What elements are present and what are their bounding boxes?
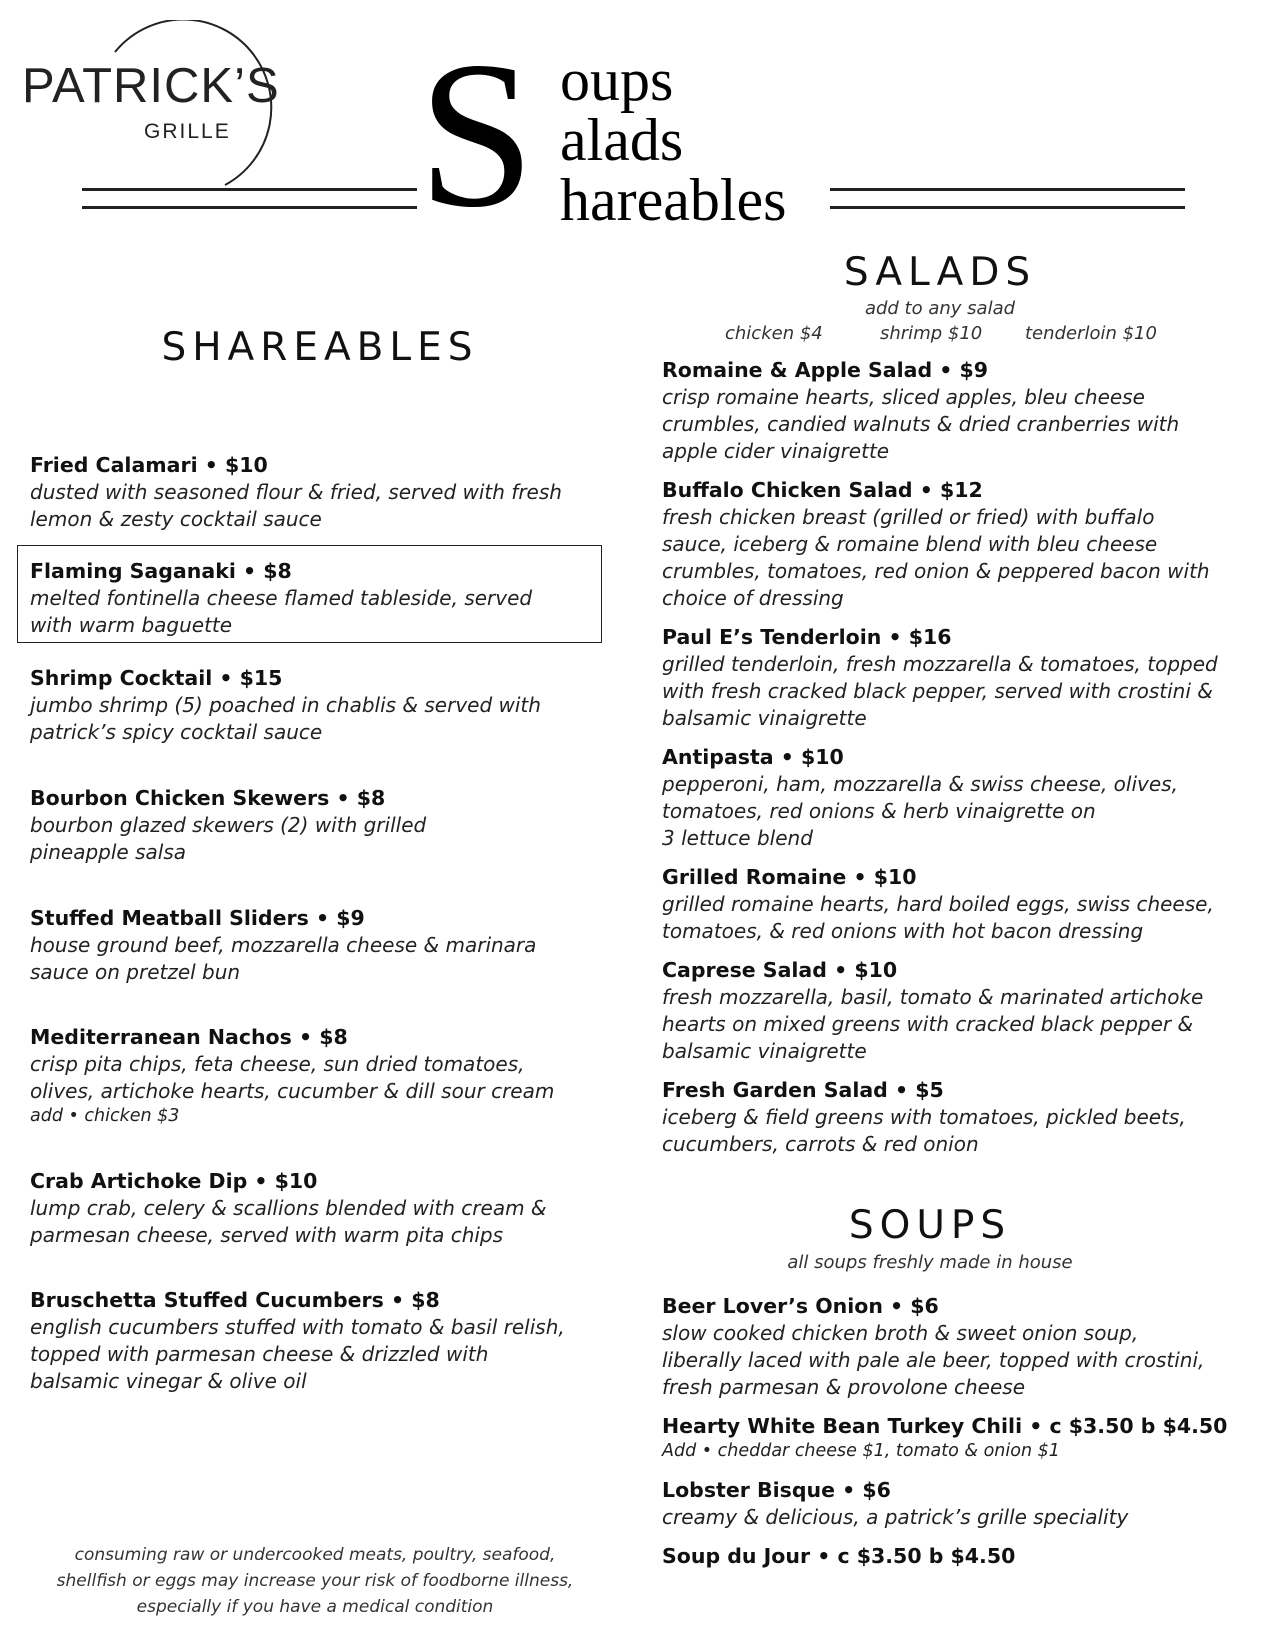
salads-addon-note: add to any salad xyxy=(864,298,1016,319)
shareables-heading: SHAREABLES xyxy=(161,325,479,370)
menu-item xyxy=(662,957,1247,1065)
item-description: grilled romaine hearts, hard boiled eggs, swiss cheese, tomatoes, & red onions with hot bacon dressing xyxy=(662,892,1214,943)
item-description: melted fontinella cheese flamed tableside, served with warm baguette xyxy=(30,586,533,637)
item-name: Flaming Saganaki • $8 xyxy=(30,559,292,583)
item-description: bourbon glazed skewers (2) with grilled pineapple salsa xyxy=(30,813,427,864)
item-name: Stuffed Meatball Sliders • $9 xyxy=(30,906,365,930)
menu-item xyxy=(662,1477,1247,1531)
logo-subtitle: GRILLE xyxy=(144,120,231,143)
menu-item xyxy=(30,665,590,746)
menu-item xyxy=(30,905,590,986)
item-name: Soup du Jour • c $3.50 b $4.50 xyxy=(662,1544,1016,1568)
soups-note: all soups freshly made in house xyxy=(787,1252,1073,1273)
menu-item xyxy=(662,744,1247,852)
menu-item xyxy=(30,785,590,866)
item-name: Lobster Bisque • $6 xyxy=(662,1478,891,1502)
item-name: Romaine & Apple Salad • $9 xyxy=(662,358,989,382)
salads-heading: SALADS xyxy=(843,250,1037,295)
title-rule-right-top xyxy=(830,188,1185,191)
item-name: Crab Artichoke Dip • $10 xyxy=(30,1169,318,1193)
salad-addon: tenderloin $10 xyxy=(1025,323,1157,344)
item-name: Fried Calamari • $10 xyxy=(30,453,268,477)
item-name: Hearty White Bean Turkey Chili • c $3.50 b $4.50 xyxy=(662,1414,1228,1438)
logo xyxy=(20,20,280,170)
menu-item xyxy=(662,624,1247,732)
salad-addon: chicken $4 xyxy=(725,323,823,344)
item-name: Paul E’s Tenderloin • $16 xyxy=(662,625,952,649)
item-description: lump crab, celery & scallions blended with cream & parmesan cheese, served with warm pita chips xyxy=(30,1196,547,1247)
menu-item xyxy=(30,1287,590,1395)
item-name: Bourbon Chicken Skewers • $8 xyxy=(30,786,386,810)
title-rule-left-top xyxy=(82,188,417,191)
title-soups: oups xyxy=(560,47,674,113)
item-description: house ground beef, mozzarella cheese & marinara sauce on pretzel bun xyxy=(30,933,537,984)
item-description: dusted with seasoned flour & fried, served with fresh lemon & zesty cocktail sauce xyxy=(30,480,562,531)
item-description: crisp romaine hearts, sliced apples, bleu cheese crumbles, candied walnuts & dried cranberries with apple cider vinaigrette xyxy=(662,385,1180,463)
menu-item xyxy=(662,864,1247,945)
salad-addon: shrimp $10 xyxy=(880,323,983,344)
menu-item xyxy=(662,1293,1247,1401)
title-salads: alads xyxy=(560,107,684,173)
title-shareables: hareables xyxy=(560,167,787,233)
item-description: slow cooked chicken broth & sweet onion soup, liberally laced with pale ale beer, topped with crostini, fresh parmesan & provolone cheese xyxy=(662,1321,1205,1399)
title-initial: S xyxy=(418,19,535,251)
item-name: Shrimp Cocktail • $15 xyxy=(30,666,283,690)
menu-item xyxy=(30,1168,590,1249)
menu-item xyxy=(662,1543,1247,1570)
menu-item xyxy=(662,357,1247,465)
item-description: creamy & delicious, a patrick’s grille speciality xyxy=(662,1505,1129,1529)
health-disclaimer: consuming raw or undercooked meats, poultry, seafood, shellfish or eggs may increase your risk of foodborne illness, especially if you have a medical condition xyxy=(56,1545,574,1617)
menu-item xyxy=(662,477,1247,612)
item-name: Antipasta • $10 xyxy=(662,745,844,769)
menu-item xyxy=(30,558,590,639)
item-name: Buffalo Chicken Salad • $12 xyxy=(662,478,983,502)
item-description: fresh mozzarella, basil, tomato & marinated artichoke hearts on mixed greens with cracked black pepper & balsamic vinaigrette xyxy=(662,985,1204,1063)
menu-item xyxy=(30,1024,590,1127)
item-description: iceberg & field greens with tomatoes, pickled beets, cucumbers, carrots & red onion xyxy=(662,1105,1186,1156)
menu-item xyxy=(30,452,590,533)
title-rule-left-bottom xyxy=(82,206,417,209)
title-rule-right-bottom xyxy=(830,206,1185,209)
item-name: Bruschetta Stuffed Cucumbers • $8 xyxy=(30,1288,440,1312)
item-name: Mediterranean Nachos • $8 xyxy=(30,1025,348,1049)
item-description: jumbo shrimp (5) poached in chablis & served with patrick’s spicy cocktail sauce xyxy=(30,693,541,744)
item-description: crisp pita chips, feta cheese, sun dried tomatoes, olives, artichoke hearts, cucumber & dill sour cream xyxy=(30,1052,555,1103)
item-name: Fresh Garden Salad • $5 xyxy=(662,1078,944,1102)
soups-heading: SOUPS xyxy=(848,1203,1012,1248)
item-name: Grilled Romaine • $10 xyxy=(662,865,917,889)
logo-name: PATRICK’S xyxy=(22,59,280,113)
item-description: fresh chicken breast (grilled or fried) with buffalo sauce, iceberg & romaine blend with bleu cheese crumbles, tomatoes, red onion & peppered bacon with choice of dressing xyxy=(662,505,1210,610)
item-name: Caprese Salad • $10 xyxy=(662,958,898,982)
item-description: english cucumbers stuffed with tomato & basil relish, topped with parmesan cheese & drizzled with balsamic vinegar & olive oil xyxy=(30,1315,565,1393)
item-description: pepperoni, ham, mozzarella & swiss cheese, olives, tomatoes, red onions & herb vinaigrette on 3 lettuce blend xyxy=(662,772,1178,850)
item-addon: Add • cheddar cheese $1, tomato & onion $1 xyxy=(662,1441,1060,1461)
item-description: grilled tenderloin, fresh mozzarella & tomatoes, topped with fresh cracked black pepper, served with crostini & balsamic vinaigrette xyxy=(662,652,1218,730)
menu-item xyxy=(662,1413,1247,1462)
item-addon: add • chicken $3 xyxy=(30,1106,180,1126)
menu-item xyxy=(662,1077,1247,1158)
item-name: Beer Lover’s Onion • $6 xyxy=(662,1294,939,1318)
